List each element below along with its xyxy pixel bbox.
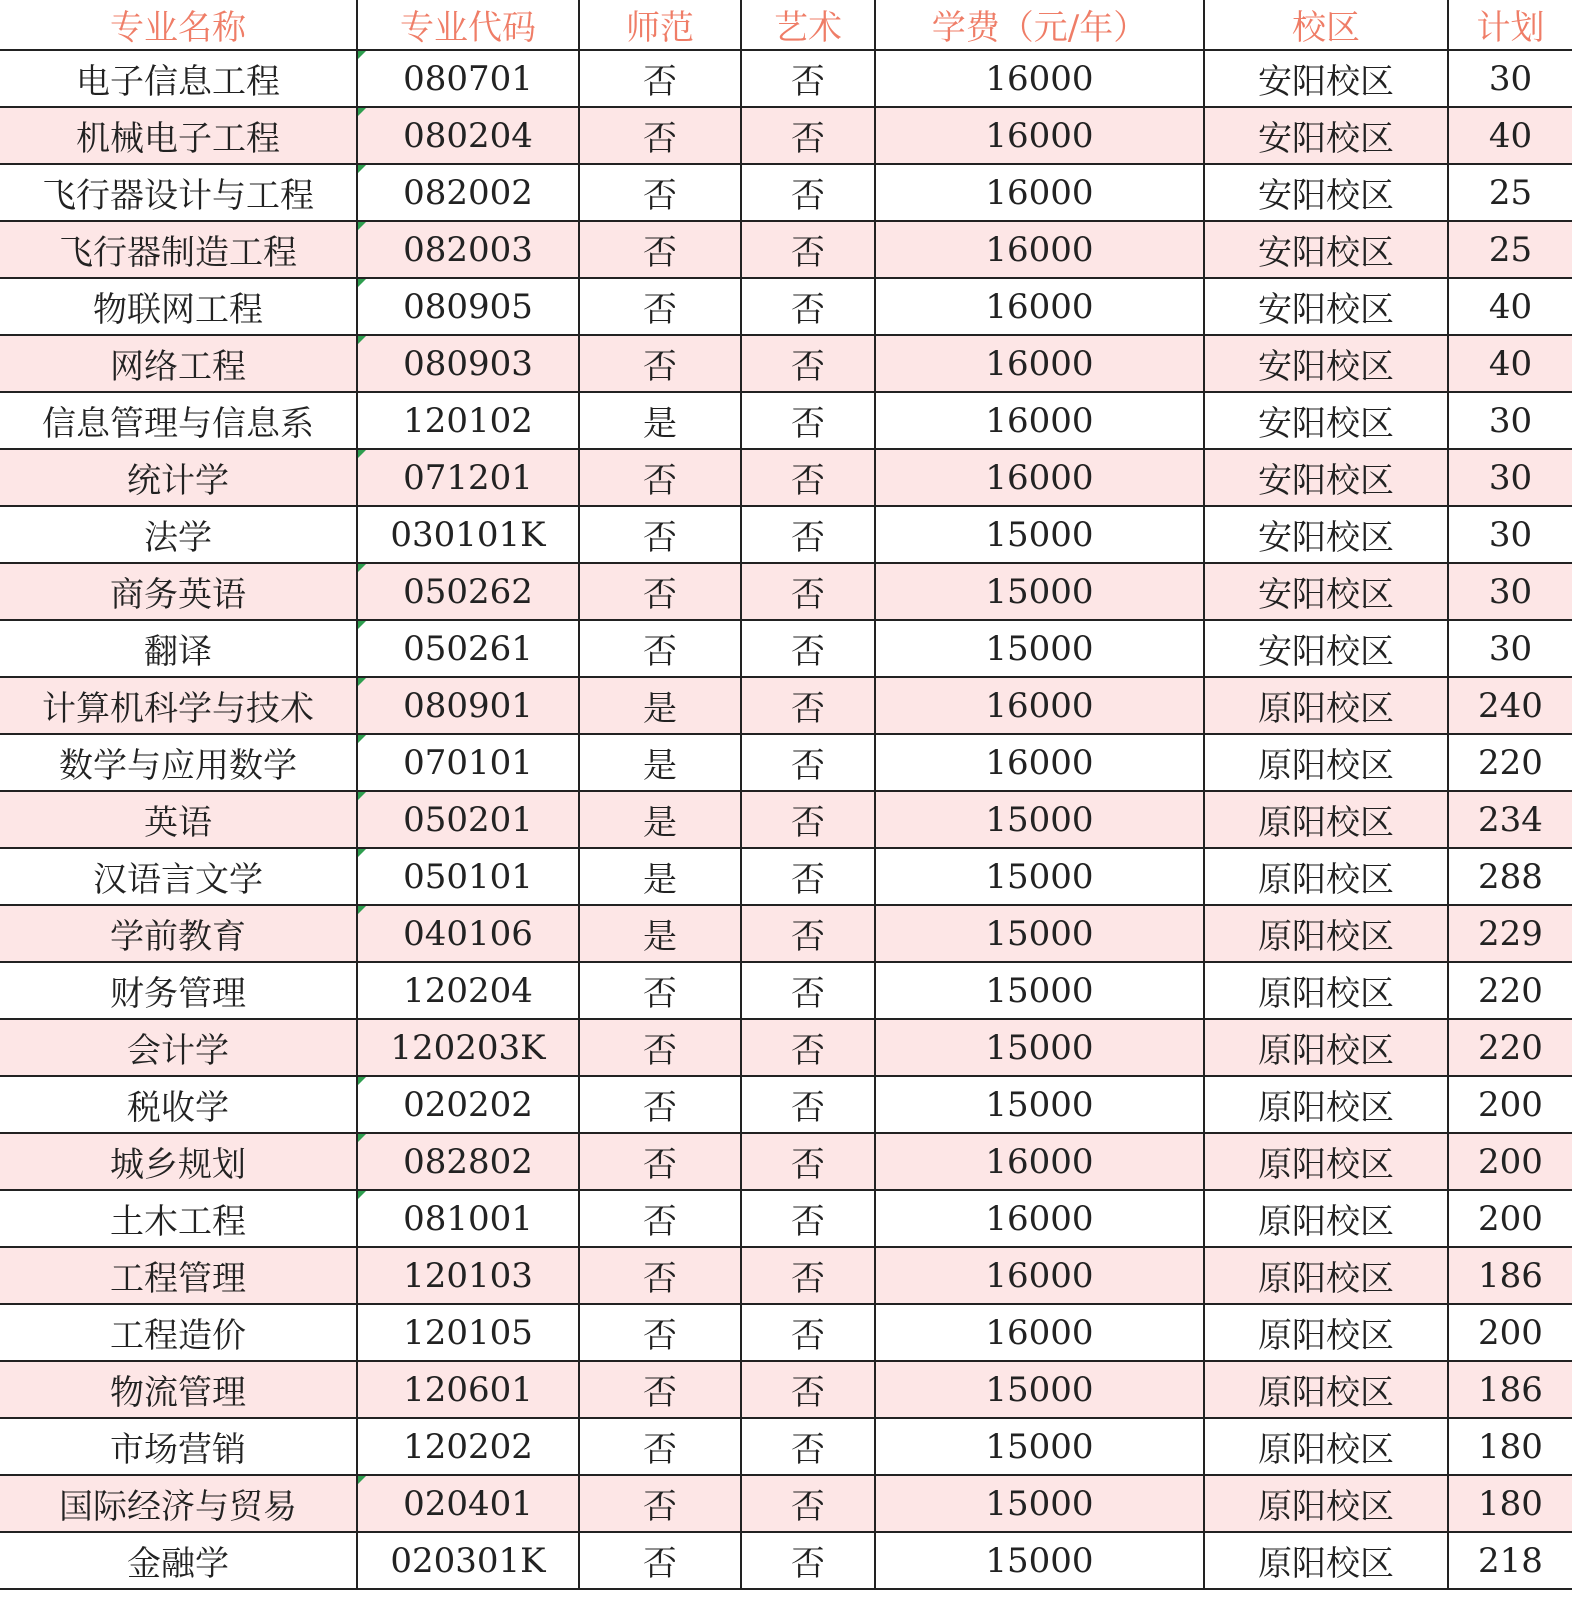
major-code-text: 080701 <box>403 58 533 99</box>
cell-plan: 180 <box>1448 1418 1572 1475</box>
major-code-text: 050261 <box>403 628 533 669</box>
cell-normal: 否 <box>579 1475 741 1532</box>
table-row <box>0 449 1572 506</box>
cell-comment-marker <box>358 564 366 572</box>
cell-campus: 原阳校区 <box>1204 1190 1448 1247</box>
cell-plan: 30 <box>1448 449 1572 506</box>
cell-art: 否 <box>741 1418 875 1475</box>
cell-plan: 218 <box>1448 1532 1572 1589</box>
cell-tuition: 16000 <box>875 164 1204 221</box>
cell-art: 否 <box>741 620 875 677</box>
major-code-text: 080903 <box>403 343 533 384</box>
cell-major-code <box>357 734 579 791</box>
cell-art: 否 <box>741 392 875 449</box>
cell-normal: 否 <box>579 506 741 563</box>
cell-plan: 186 <box>1448 1361 1572 1418</box>
table-row <box>0 392 1572 449</box>
cell-comment-marker <box>358 678 366 686</box>
cell-major-code <box>357 620 579 677</box>
cell-major-name: 数学与应用数学 <box>0 734 357 791</box>
cell-tuition: 16000 <box>875 278 1204 335</box>
cell-campus: 安阳校区 <box>1204 449 1448 506</box>
table-row <box>0 1190 1572 1247</box>
cell-plan: 186 <box>1448 1247 1572 1304</box>
cell-major-name: 物流管理 <box>0 1361 357 1418</box>
major-code-text: 082002 <box>403 172 533 213</box>
cell-campus: 原阳校区 <box>1204 1019 1448 1076</box>
cell-art: 否 <box>741 1361 875 1418</box>
cell-tuition: 15000 <box>875 1532 1204 1589</box>
major-code-text: 120102 <box>403 400 533 441</box>
table-row <box>0 620 1572 677</box>
cell-major-name: 税收学 <box>0 1076 357 1133</box>
cell-normal: 否 <box>579 221 741 278</box>
cell-tuition: 16000 <box>875 449 1204 506</box>
cell-major-name: 城乡规划 <box>0 1133 357 1190</box>
cell-major-name: 飞行器制造工程 <box>0 221 357 278</box>
cell-plan: 40 <box>1448 335 1572 392</box>
major-code-text: 120203K <box>390 1027 546 1068</box>
table-row <box>0 1247 1572 1304</box>
cell-art: 否 <box>741 449 875 506</box>
cell-art: 否 <box>741 1076 875 1133</box>
cell-plan: 240 <box>1448 677 1572 734</box>
cell-normal: 否 <box>579 164 741 221</box>
major-code-text: 082003 <box>403 229 533 270</box>
cell-plan: 40 <box>1448 278 1572 335</box>
cell-art: 否 <box>741 677 875 734</box>
table-row <box>0 734 1572 791</box>
cell-major-code <box>357 392 579 449</box>
cell-art: 否 <box>741 1019 875 1076</box>
cell-comment-marker <box>358 222 366 230</box>
cell-plan: 180 <box>1448 1475 1572 1532</box>
cell-plan: 200 <box>1448 1304 1572 1361</box>
table-row <box>0 563 1572 620</box>
cell-tuition: 16000 <box>875 1190 1204 1247</box>
cell-major-name: 机械电子工程 <box>0 107 357 164</box>
header-row <box>0 0 1572 50</box>
cell-plan: 30 <box>1448 392 1572 449</box>
cell-major-name: 工程造价 <box>0 1304 357 1361</box>
table-row <box>0 1076 1572 1133</box>
cell-art: 否 <box>741 506 875 563</box>
cell-tuition: 15000 <box>875 1475 1204 1532</box>
table-row <box>0 848 1572 905</box>
cell-plan: 229 <box>1448 905 1572 962</box>
cell-tuition: 15000 <box>875 506 1204 563</box>
cell-comment-marker <box>358 165 366 173</box>
cell-tuition: 16000 <box>875 392 1204 449</box>
cell-tuition: 16000 <box>875 1247 1204 1304</box>
cell-major-code <box>357 1361 579 1418</box>
cell-campus: 安阳校区 <box>1204 620 1448 677</box>
major-code-text: 120202 <box>403 1426 533 1467</box>
cell-major-name: 工程管理 <box>0 1247 357 1304</box>
cell-plan: 200 <box>1448 1133 1572 1190</box>
cell-campus: 原阳校区 <box>1204 1304 1448 1361</box>
cell-normal: 是 <box>579 734 741 791</box>
cell-comment-marker <box>358 51 366 59</box>
major-code-text: 030101K <box>390 514 546 555</box>
cell-major-code <box>357 1133 579 1190</box>
cell-campus: 原阳校区 <box>1204 1532 1448 1589</box>
cell-art: 否 <box>741 734 875 791</box>
cell-normal: 否 <box>579 1019 741 1076</box>
cell-major-name: 信息管理与信息系 <box>0 392 357 449</box>
cell-campus: 安阳校区 <box>1204 563 1448 620</box>
cell-normal: 否 <box>579 335 741 392</box>
cell-major-name: 电子信息工程 <box>0 50 357 107</box>
cell-normal: 否 <box>579 563 741 620</box>
cell-tuition: 15000 <box>875 1076 1204 1133</box>
cell-normal: 是 <box>579 791 741 848</box>
major-code-text: 050201 <box>403 799 533 840</box>
cell-art: 否 <box>741 1304 875 1361</box>
cell-comment-marker <box>358 1476 366 1484</box>
cell-campus: 原阳校区 <box>1204 734 1448 791</box>
cell-campus: 安阳校区 <box>1204 107 1448 164</box>
table-row <box>0 1418 1572 1475</box>
cell-art: 否 <box>741 107 875 164</box>
cell-normal: 否 <box>579 1304 741 1361</box>
cell-normal: 是 <box>579 848 741 905</box>
cell-normal: 是 <box>579 392 741 449</box>
cell-major-code <box>357 221 579 278</box>
cell-art: 否 <box>741 50 875 107</box>
major-code-text: 070101 <box>403 742 533 783</box>
cell-normal: 是 <box>579 677 741 734</box>
table-row <box>0 1304 1572 1361</box>
major-code-text: 120204 <box>403 970 533 1011</box>
cell-campus: 原阳校区 <box>1204 1133 1448 1190</box>
cell-campus: 原阳校区 <box>1204 1361 1448 1418</box>
cell-art: 否 <box>741 791 875 848</box>
cell-comment-marker <box>358 1077 366 1085</box>
cell-art: 否 <box>741 962 875 1019</box>
cell-major-code <box>357 1076 579 1133</box>
cell-tuition: 16000 <box>875 734 1204 791</box>
cell-major-name: 汉语言文学 <box>0 848 357 905</box>
cell-major-name: 商务英语 <box>0 563 357 620</box>
cell-major-code <box>357 107 579 164</box>
major-code-text: 082802 <box>403 1141 533 1182</box>
table-row <box>0 506 1572 563</box>
cell-major-code <box>357 1418 579 1475</box>
cell-major-name: 物联网工程 <box>0 278 357 335</box>
cell-tuition: 15000 <box>875 791 1204 848</box>
major-code-text: 081001 <box>403 1198 533 1239</box>
cell-comment-marker <box>358 450 366 458</box>
cell-major-code <box>357 677 579 734</box>
cell-normal: 否 <box>579 1076 741 1133</box>
major-code-text: 050262 <box>403 571 533 612</box>
cell-major-code <box>357 50 579 107</box>
cell-plan: 25 <box>1448 221 1572 278</box>
cell-major-name: 市场营销 <box>0 1418 357 1475</box>
cell-plan: 40 <box>1448 107 1572 164</box>
cell-normal: 否 <box>579 1361 741 1418</box>
cell-tuition: 16000 <box>875 677 1204 734</box>
cell-comment-marker <box>358 1191 366 1199</box>
cell-art: 否 <box>741 848 875 905</box>
cell-major-name: 会计学 <box>0 1019 357 1076</box>
header-major-code: 专业代码 <box>357 0 579 50</box>
cell-plan: 30 <box>1448 620 1572 677</box>
cell-tuition: 15000 <box>875 848 1204 905</box>
cell-major-name: 翻译 <box>0 620 357 677</box>
cell-tuition: 16000 <box>875 335 1204 392</box>
cell-major-name: 国际经济与贸易 <box>0 1475 357 1532</box>
cell-comment-marker <box>358 279 366 287</box>
table-row <box>0 335 1572 392</box>
table-row <box>0 677 1572 734</box>
table-row <box>0 1361 1572 1418</box>
major-code-text: 020202 <box>403 1084 533 1125</box>
cell-major-name: 英语 <box>0 791 357 848</box>
table-row <box>0 1133 1572 1190</box>
cell-normal: 否 <box>579 278 741 335</box>
table-row <box>0 50 1572 107</box>
table-header <box>0 0 1572 50</box>
cell-comment-marker <box>358 849 366 857</box>
cell-campus: 原阳校区 <box>1204 905 1448 962</box>
cell-major-name: 统计学 <box>0 449 357 506</box>
cell-campus: 原阳校区 <box>1204 962 1448 1019</box>
cell-art: 否 <box>741 1532 875 1589</box>
cell-normal: 否 <box>579 1190 741 1247</box>
cell-major-name: 学前教育 <box>0 905 357 962</box>
cell-plan: 30 <box>1448 506 1572 563</box>
cell-tuition: 16000 <box>875 221 1204 278</box>
major-code-text: 040106 <box>403 913 533 954</box>
cell-normal: 否 <box>579 449 741 506</box>
cell-campus: 原阳校区 <box>1204 848 1448 905</box>
cell-plan: 288 <box>1448 848 1572 905</box>
major-code-text: 080204 <box>403 115 533 156</box>
table-row <box>0 164 1572 221</box>
cell-comment-marker <box>358 906 366 914</box>
cell-tuition: 15000 <box>875 1019 1204 1076</box>
cell-normal: 否 <box>579 1532 741 1589</box>
cell-campus: 安阳校区 <box>1204 164 1448 221</box>
cell-tuition: 15000 <box>875 620 1204 677</box>
cell-art: 否 <box>741 278 875 335</box>
header-tuition: 学费（元/年） <box>875 0 1204 50</box>
header-art: 艺术 <box>741 0 875 50</box>
cell-major-code <box>357 1247 579 1304</box>
table-row <box>0 1532 1572 1589</box>
major-code-text: 080901 <box>403 685 533 726</box>
major-code-text: 080905 <box>403 286 533 327</box>
table-row <box>0 905 1572 962</box>
major-code-text: 120103 <box>403 1255 533 1296</box>
cell-major-code <box>357 1532 579 1589</box>
cell-major-code <box>357 1019 579 1076</box>
table-row <box>0 278 1572 335</box>
major-code-text: 020401 <box>403 1483 533 1524</box>
cell-plan: 200 <box>1448 1076 1572 1133</box>
cell-art: 否 <box>741 1475 875 1532</box>
cell-campus: 原阳校区 <box>1204 677 1448 734</box>
cell-major-name: 计算机科学与技术 <box>0 677 357 734</box>
cell-major-name: 金融学 <box>0 1532 357 1589</box>
major-code-text: 071201 <box>403 457 533 498</box>
cell-major-code <box>357 905 579 962</box>
table-row <box>0 107 1572 164</box>
table-row <box>0 221 1572 278</box>
major-code-text: 050101 <box>403 856 533 897</box>
cell-major-name: 财务管理 <box>0 962 357 1019</box>
cell-art: 否 <box>741 164 875 221</box>
cell-major-code <box>357 278 579 335</box>
cell-major-name: 网络工程 <box>0 335 357 392</box>
cell-campus: 原阳校区 <box>1204 1475 1448 1532</box>
cell-plan: 220 <box>1448 734 1572 791</box>
cell-art: 否 <box>741 563 875 620</box>
cell-plan: 234 <box>1448 791 1572 848</box>
cell-comment-marker <box>358 108 366 116</box>
cell-major-code <box>357 506 579 563</box>
cell-art: 否 <box>741 1190 875 1247</box>
major-code-text: 120601 <box>403 1369 533 1410</box>
cell-tuition: 16000 <box>875 1133 1204 1190</box>
cell-campus: 安阳校区 <box>1204 50 1448 107</box>
cell-campus: 安阳校区 <box>1204 278 1448 335</box>
header-campus: 校区 <box>1204 0 1448 50</box>
cell-major-code <box>357 1190 579 1247</box>
cell-tuition: 15000 <box>875 962 1204 1019</box>
cell-major-name: 飞行器设计与工程 <box>0 164 357 221</box>
cell-tuition: 16000 <box>875 50 1204 107</box>
table-row <box>0 791 1572 848</box>
cell-normal: 否 <box>579 1247 741 1304</box>
cell-normal: 否 <box>579 1133 741 1190</box>
cell-art: 否 <box>741 1133 875 1190</box>
cell-tuition: 16000 <box>875 107 1204 164</box>
cell-comment-marker <box>358 336 366 344</box>
cell-plan: 220 <box>1448 962 1572 1019</box>
cell-major-name: 法学 <box>0 506 357 563</box>
major-code-text: 020301K <box>390 1540 546 1581</box>
cell-major-code <box>357 1475 579 1532</box>
cell-plan: 30 <box>1448 563 1572 620</box>
cell-major-code <box>357 449 579 506</box>
cell-art: 否 <box>741 335 875 392</box>
cell-normal: 否 <box>579 107 741 164</box>
cell-major-code <box>357 1304 579 1361</box>
cell-comment-marker <box>358 792 366 800</box>
cell-campus: 原阳校区 <box>1204 1247 1448 1304</box>
cell-normal: 否 <box>579 50 741 107</box>
cell-normal: 否 <box>579 1418 741 1475</box>
cell-art: 否 <box>741 1247 875 1304</box>
cell-normal: 否 <box>579 620 741 677</box>
cell-campus: 原阳校区 <box>1204 1418 1448 1475</box>
cell-major-code <box>357 848 579 905</box>
cell-tuition: 15000 <box>875 1361 1204 1418</box>
cell-campus: 原阳校区 <box>1204 791 1448 848</box>
cell-plan: 220 <box>1448 1019 1572 1076</box>
cell-tuition: 15000 <box>875 563 1204 620</box>
cell-tuition: 15000 <box>875 1418 1204 1475</box>
cell-comment-marker <box>358 1134 366 1142</box>
cell-plan: 25 <box>1448 164 1572 221</box>
cell-art: 否 <box>741 905 875 962</box>
cell-major-code <box>357 563 579 620</box>
header-plan: 计划 <box>1448 0 1572 50</box>
cell-art: 否 <box>741 221 875 278</box>
header-normal: 师范 <box>579 0 741 50</box>
cell-campus: 安阳校区 <box>1204 506 1448 563</box>
table-row <box>0 1019 1572 1076</box>
cell-campus: 安阳校区 <box>1204 335 1448 392</box>
cell-campus: 原阳校区 <box>1204 1076 1448 1133</box>
cell-plan: 30 <box>1448 50 1572 107</box>
cell-plan: 200 <box>1448 1190 1572 1247</box>
table-row <box>0 962 1572 1019</box>
table-body <box>0 50 1572 1589</box>
major-code-text: 120105 <box>403 1312 533 1353</box>
cell-tuition: 15000 <box>875 905 1204 962</box>
cell-comment-marker <box>358 735 366 743</box>
cell-normal: 否 <box>579 962 741 1019</box>
cell-campus: 安阳校区 <box>1204 392 1448 449</box>
cell-major-code <box>357 962 579 1019</box>
cell-major-code <box>357 335 579 392</box>
cell-major-name: 土木工程 <box>0 1190 357 1247</box>
table-row <box>0 1475 1572 1532</box>
cell-tuition: 16000 <box>875 1304 1204 1361</box>
cell-comment-marker <box>358 621 366 629</box>
header-major-name: 专业名称 <box>0 0 357 50</box>
cell-normal: 是 <box>579 905 741 962</box>
cell-major-code <box>357 791 579 848</box>
cell-major-code <box>357 164 579 221</box>
cell-campus: 安阳校区 <box>1204 221 1448 278</box>
